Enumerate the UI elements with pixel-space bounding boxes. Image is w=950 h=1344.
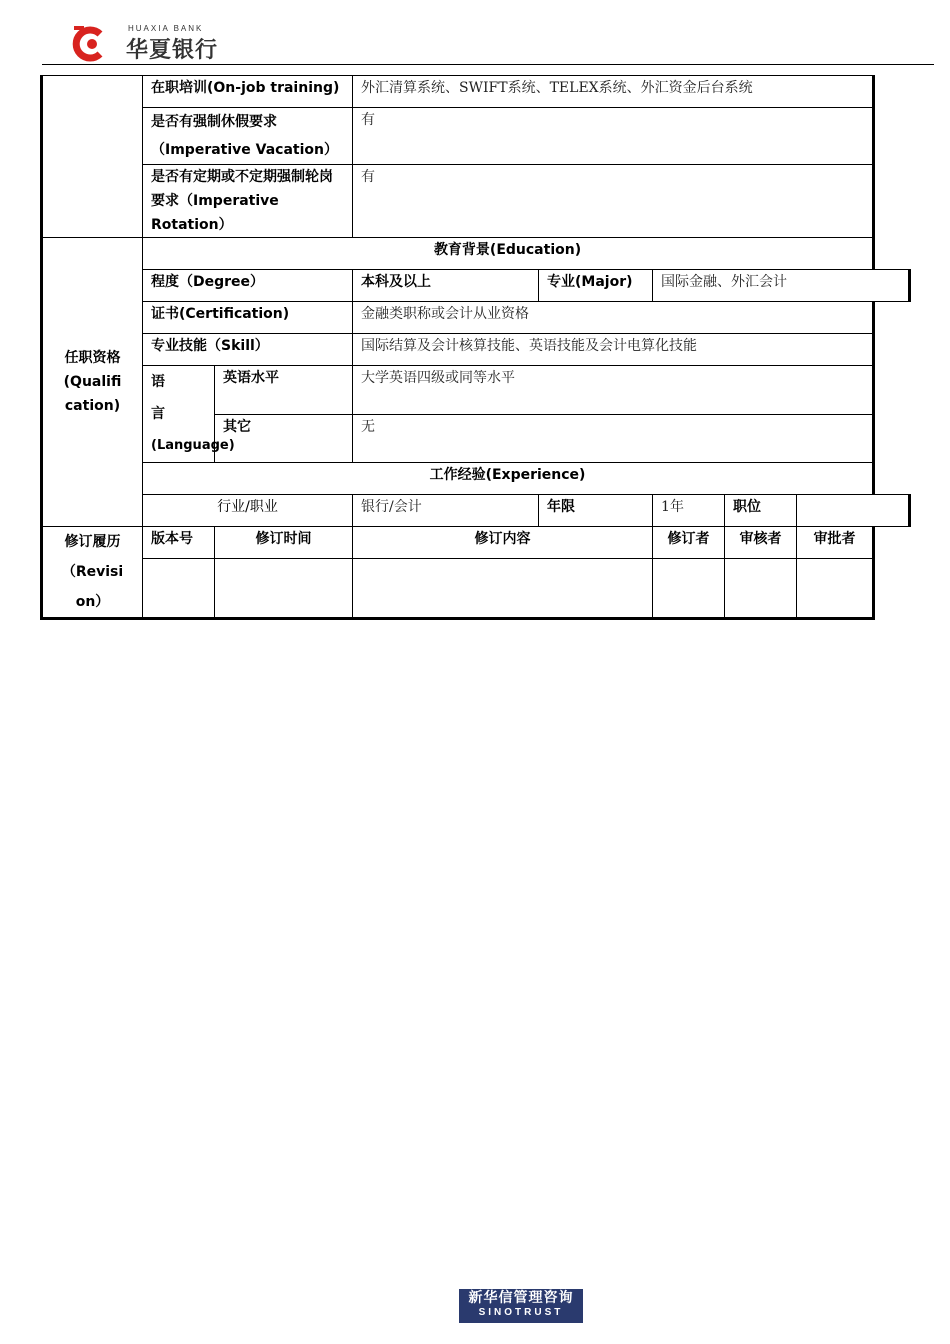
qualification-title-line2: (Qualifi — [63, 374, 122, 390]
years-value: 1年 — [653, 495, 725, 527]
vacation-label-line2: （Imperative Vacation） — [151, 142, 338, 158]
experience-header: 工作经验(Experience) — [143, 463, 874, 495]
certification-label: 证书(Certification) — [143, 302, 353, 334]
revision-empty-row — [42, 559, 910, 619]
revision-title-line2: （Revisi — [61, 564, 124, 580]
major-value: 国际金融、外汇会计 — [653, 270, 910, 302]
revision-col-reviser: 修订者 — [653, 527, 725, 559]
bank-name-en: HUAXIA BANK — [128, 24, 204, 33]
language-label-line2: (Language) — [151, 438, 235, 453]
language-label — [143, 366, 235, 463]
training-value: 外汇清算系统、SWIFT系统、TELEX系统、外汇资金后台系统 — [353, 76, 874, 108]
sinotrust-footer-logo — [459, 1289, 583, 1323]
qualification-title-line3: cation) — [64, 398, 121, 414]
huaxia-logo-icon — [70, 26, 112, 62]
revision-col-version: 版本号 — [143, 527, 215, 559]
experience-row — [42, 495, 910, 527]
skill-value: 国际结算及会计核算技能、英语技能及会计电算化技能 — [353, 334, 874, 366]
degree-label: 程度（Degree） — [143, 270, 353, 302]
qualification-title-line1: 任职资格 — [64, 350, 121, 366]
header-divider — [42, 64, 934, 65]
blank-section-cell — [42, 76, 143, 238]
education-header: 教育背景(Education) — [143, 238, 874, 270]
other-language-value: 无 — [353, 414, 874, 463]
position-value — [797, 495, 910, 527]
training-label: 在职培训(On-job training) — [143, 76, 353, 108]
revision-cell — [653, 559, 725, 619]
industry-label: 行业/职业 — [143, 495, 353, 527]
skill-label: 专业技能（Skill） — [143, 334, 353, 366]
revision-cell — [353, 559, 653, 619]
language-label-line1: 语 言 — [151, 374, 193, 422]
rotation-label-line1: 是否有定期或不定期强制轮岗 — [151, 169, 333, 185]
education-header-row — [42, 238, 910, 270]
sinotrust-name-en: SINOTRUST — [478, 1307, 564, 1318]
position-label: 职位 — [725, 495, 797, 527]
revision-col-approver: 审批者 — [797, 527, 874, 559]
degree-value: 本科及以上 — [353, 270, 539, 302]
revision-header-row — [42, 527, 910, 559]
degree-row — [42, 270, 910, 302]
sinotrust-name-cn: 新华信管理咨询 — [468, 1290, 574, 1306]
rotation-label-line2: 要求（Imperative Rotation） — [151, 193, 279, 233]
huaxia-bank-logo — [70, 24, 240, 64]
revision-cell — [797, 559, 874, 619]
revision-title-line3: on） — [75, 594, 110, 610]
english-level-value: 大学英语四级或同等水平 — [353, 366, 874, 415]
bank-name-cn: 华夏银行 — [126, 38, 219, 63]
revision-section-title — [42, 527, 143, 619]
certification-row — [42, 302, 910, 334]
revision-cell — [725, 559, 797, 619]
rotation-row — [42, 165, 910, 238]
vacation-label — [143, 108, 353, 165]
certification-value: 金融类职称或会计从业资格 — [353, 302, 874, 334]
english-row — [42, 366, 910, 415]
years-label: 年限 — [539, 495, 653, 527]
qualification-section-title — [42, 238, 143, 527]
english-level-label: 英语水平 — [215, 366, 353, 415]
other-language-label: 其它 — [215, 414, 353, 463]
skill-row — [42, 334, 910, 366]
training-row — [42, 76, 910, 108]
vacation-value: 有 — [353, 108, 874, 165]
experience-header-row — [42, 463, 910, 495]
industry-value: 银行/会计 — [353, 495, 539, 527]
revision-col-reviewer: 审核者 — [725, 527, 797, 559]
revision-col-date: 修订时间 — [215, 527, 353, 559]
revision-cell — [215, 559, 353, 619]
major-label: 专业(Major) — [539, 270, 653, 302]
rotation-label — [143, 165, 353, 238]
vacation-row — [42, 108, 910, 165]
revision-cell — [143, 559, 215, 619]
vacation-label-line1: 是否有强制休假要求 — [151, 114, 277, 130]
rotation-value: 有 — [353, 165, 874, 238]
revision-col-content: 修订内容 — [353, 527, 653, 559]
job-description-table — [40, 75, 911, 620]
revision-title-line1: 修订履历 — [64, 534, 121, 550]
